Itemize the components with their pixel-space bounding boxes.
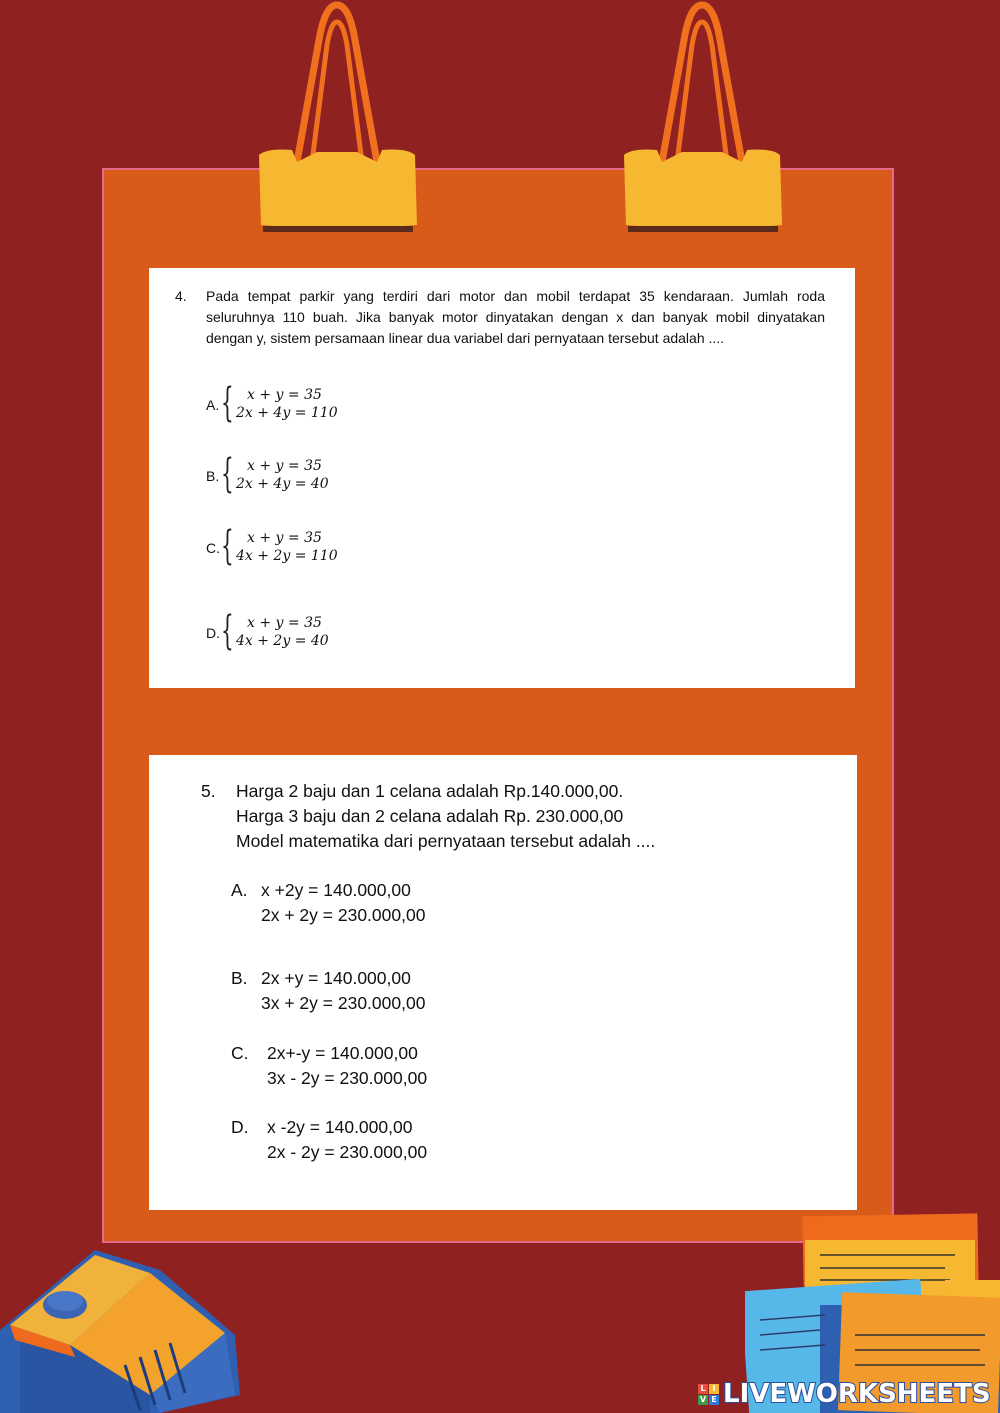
- question-line: Harga 3 baju dan 2 celana adalah Rp. 230.000,00: [236, 806, 624, 826]
- equation-1: x -2y = 140.000,00: [267, 1117, 413, 1137]
- option-letter: C.: [206, 540, 220, 556]
- equation-1: 2x+-y = 140.000,00: [267, 1043, 418, 1063]
- equation-2: 2x + 4y = 40: [236, 476, 329, 492]
- equation-1: x + y = 35: [247, 530, 322, 546]
- question-5-card: [149, 755, 857, 1210]
- question-line: Harga 2 baju dan 1 celana adalah Rp.140.000,00.: [236, 781, 624, 801]
- option-d[interactable]: [231, 1115, 427, 1165]
- equation-2: 4x + 2y = 110: [236, 548, 338, 564]
- question-line: Model matematika dari pernyataan tersebut adalah ....: [236, 831, 656, 851]
- liveworksheets-logo-icon: L I V E: [698, 1384, 719, 1405]
- question-4-card: [149, 268, 855, 688]
- equation-2: 3x - 2y = 230.000,00: [267, 1068, 428, 1088]
- option-letter: A.: [231, 880, 248, 900]
- binder-clip-icon: [257, 0, 417, 235]
- equation-2: 2x + 2y = 230.000,00: [261, 905, 426, 925]
- equation-2: 2x + 4y = 110: [236, 405, 338, 421]
- option-letter: C.: [231, 1043, 249, 1063]
- option-letter: D.: [206, 625, 220, 641]
- option-c[interactable]: [231, 1041, 427, 1091]
- brace-icon: {: [221, 523, 234, 569]
- brace-icon: {: [221, 380, 234, 426]
- equation-1: x + y = 35: [247, 458, 322, 474]
- brace-icon: {: [221, 608, 234, 654]
- equation-1: x + y = 35: [247, 387, 322, 403]
- equation-1: x +2y = 140.000,00: [261, 880, 411, 900]
- equation-2: 2x - 2y = 230.000,00: [267, 1142, 428, 1162]
- question-text: Pada tempat parkir yang terdiri dari motor dan mobil terdapat 35 kendaraan. Jumlah roda seluruhnya 110 buah. Jika banyak motor dinyatakan dengan x dan banyak mobil dinyatakan dengan y, sistem persamaan linear dua variabel dari pernyataan tersebut adalah ....: [206, 288, 825, 346]
- option-b[interactable]: [231, 966, 425, 1016]
- equation-1: x + y = 35: [247, 615, 322, 631]
- option-letter: A.: [206, 397, 220, 413]
- option-letter: B.: [231, 968, 248, 988]
- option-a[interactable]: [231, 878, 425, 928]
- liveworksheets-logo: [698, 1378, 991, 1410]
- watermark-text: LIVEWORKSHEETS: [723, 1379, 991, 1409]
- equation-2: 3x + 2y = 230.000,00: [261, 993, 426, 1013]
- option-letter: D.: [231, 1117, 249, 1137]
- pencil-sharpener-icon: [0, 1245, 245, 1413]
- question-number: 5.: [201, 781, 216, 801]
- option-letter: B.: [206, 468, 220, 484]
- equation-1: 2x +y = 140.000,00: [261, 968, 411, 988]
- binder-clip-icon: [622, 0, 782, 235]
- brace-icon: {: [221, 451, 234, 497]
- question-5: [201, 779, 655, 854]
- question-4: [175, 286, 825, 349]
- equation-2: 4x + 2y = 40: [236, 633, 329, 649]
- question-number: 4.: [175, 288, 187, 304]
